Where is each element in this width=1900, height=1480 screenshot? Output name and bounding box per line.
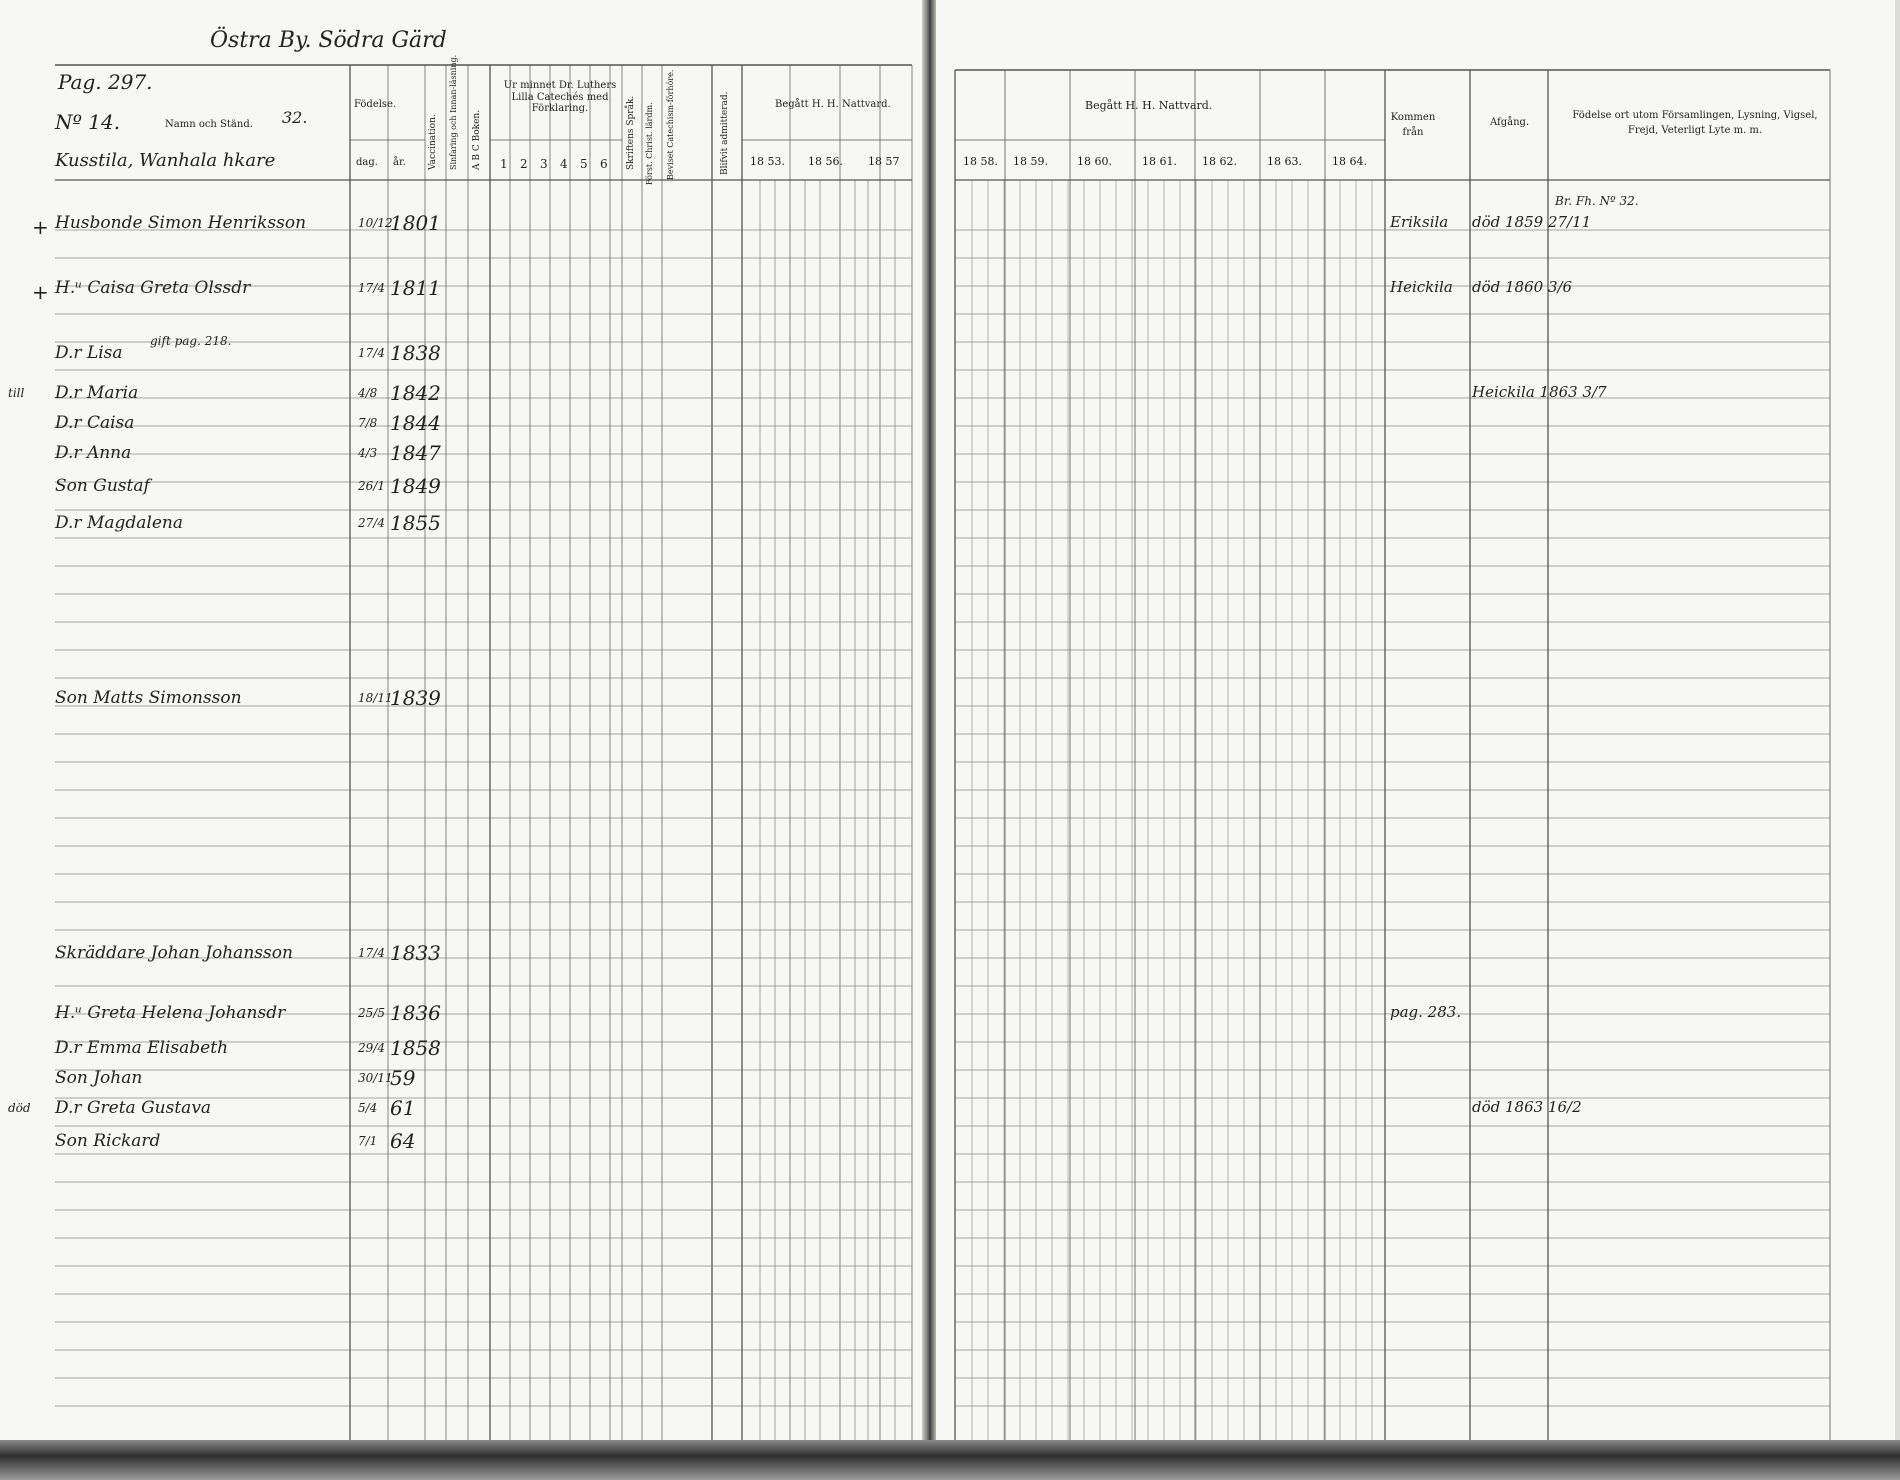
birth-year: 1858 — [390, 1036, 441, 1060]
year-header: 18 61. — [1142, 155, 1177, 168]
skriftens-header: Skriftens Språk. — [626, 95, 636, 170]
birth-year: 1811 — [390, 276, 441, 300]
forst-header: Först. Christ. lärdm. — [645, 102, 654, 185]
year-header: 18 53. — [750, 155, 785, 168]
person-name: Son Rickard — [55, 1131, 161, 1151]
person-name: H.ᵘ Caisa Greta Olssdr — [55, 278, 251, 298]
person-name: Skräddare Johan Johansson — [55, 943, 293, 963]
catechism-number: 4 — [560, 157, 568, 171]
page-number: Pag. 297. — [58, 70, 153, 94]
year-header: 18 64. — [1332, 155, 1367, 168]
year-header: 18 57 — [868, 155, 900, 168]
catechism-number: 5 — [580, 157, 588, 171]
birth-year: 1839 — [390, 686, 441, 710]
fodelse-ort-header: Födelse ort utom Församlingen, Lysning, Vigsel, Frejd, Veterligt Lyte m. m. — [1572, 110, 1818, 136]
nattvard-left-header: Begått H. H. Nattvard. — [775, 99, 891, 110]
kommen-header: Kommen från — [1390, 112, 1436, 138]
catechism-number: 1 — [500, 157, 508, 171]
birth-year: 59 — [390, 1066, 416, 1090]
birth-day: 17/4 — [358, 281, 385, 295]
person-name: Son Johan — [55, 1068, 143, 1088]
namn-och-stand-header: Namn och Ständ. — [165, 119, 253, 130]
birth-day: 4/8 — [358, 386, 378, 400]
person-name: Son Matts Simonsson — [55, 688, 242, 708]
household-name: Kusstila, Wanhala hkare — [55, 150, 276, 171]
nattvard-right-header: Begått H. H. Nattvard. — [1085, 99, 1213, 112]
birth-day: 4/3 — [358, 446, 378, 460]
birth-day: 26/1 — [358, 479, 385, 493]
row-mark: + — [32, 280, 49, 304]
abc-header: A B C Boken. — [472, 109, 482, 170]
birth-day: 29/4 — [358, 1041, 385, 1055]
birth-day: 30/11 — [358, 1071, 393, 1085]
year-header: 18 62. — [1202, 155, 1237, 168]
person-name: D.r Anna — [55, 443, 132, 463]
birth-day: 7/8 — [358, 416, 378, 430]
birth-year: 1844 — [390, 411, 441, 435]
household-ref: 32. — [282, 108, 308, 127]
blifvit-header: Blifvit admitterad. — [720, 91, 730, 175]
person-name: D.r Emma Elisabeth — [55, 1038, 229, 1058]
birth-year: 1847 — [390, 441, 441, 465]
household-number: Nº 14. — [55, 110, 121, 134]
person-name: Son Gustaf — [55, 476, 150, 496]
afgang-entry: död 1863 16/2 — [1472, 1098, 1582, 1116]
row-mark: + — [32, 215, 49, 239]
afgang-entry: död 1859 27/11 — [1472, 213, 1592, 231]
birth-year: 1836 — [390, 1001, 441, 1025]
ur-minnet-header: Ur minnet Dr. Luthers Lilla Catechés med Förklaring. — [503, 80, 617, 114]
kommen-fran: Eriksila — [1390, 213, 1449, 231]
fodelse-header: Födelse. — [354, 99, 397, 110]
birth-day: 18/11 — [358, 691, 393, 705]
row-mark: död — [8, 1101, 31, 1115]
catechism-number: 6 — [600, 157, 608, 171]
vaccination-header: Vaccination. — [428, 114, 438, 170]
birth-year: 1833 — [390, 941, 441, 965]
person-name: H.ᵘ Greta Helena Johansdr — [55, 1003, 286, 1023]
afgang-header: Afgång. — [1490, 117, 1530, 128]
person-name: D.r Maria — [55, 383, 139, 403]
person-name: D.r Lisa — [55, 343, 123, 363]
catechism-number: 2 — [520, 157, 528, 171]
birth-day: 27/4 — [358, 516, 385, 530]
person-name: Husbonde Simon Henriksson — [55, 213, 307, 233]
row-note: Br. Fh. Nº 32. — [1555, 194, 1639, 208]
ar-header: år. — [393, 157, 406, 168]
catechism-number: 3 — [540, 157, 548, 171]
birth-year: 1838 — [390, 341, 441, 365]
year-header: 18 60. — [1077, 155, 1112, 168]
afgang-entry: Heickila 1863 3/7 — [1472, 383, 1607, 401]
year-header: 18 58. — [963, 155, 998, 168]
birth-year: 1849 — [390, 474, 441, 498]
row-note: gift pag. 218. — [150, 334, 232, 348]
birth-year: 1855 — [390, 511, 441, 535]
row-mark: till — [8, 386, 25, 400]
kommen-fran: Heickila — [1390, 278, 1453, 296]
person-name: D.r Greta Gustava — [55, 1098, 212, 1118]
birth-year: 1842 — [390, 381, 441, 405]
kommen-fran: pag. 283. — [1390, 1003, 1462, 1021]
year-header: 18 63. — [1267, 155, 1302, 168]
birth-day: 7/1 — [358, 1134, 378, 1148]
year-header: 18 56. — [808, 155, 843, 168]
afgang-entry: död 1860 3/6 — [1472, 278, 1573, 296]
person-name: D.r Caisa — [55, 413, 135, 433]
year-header: 18 59. — [1013, 155, 1048, 168]
person-name: D.r Magdalena — [55, 513, 183, 533]
dag-header: dag. — [356, 157, 378, 168]
birth-day: 17/4 — [358, 346, 385, 360]
sinfaring-header: Sinfaring och Innan-läsning. — [449, 54, 458, 170]
beviset-header: Beviset Catechism-förhöre. — [666, 69, 675, 180]
birth-day: 17/4 — [358, 946, 385, 960]
birth-year: 64 — [390, 1129, 416, 1153]
page-title: Östra By. Södra Gärd — [210, 28, 447, 53]
birth-day: 25/5 — [358, 1006, 385, 1020]
birth-day: 10/12 — [358, 216, 393, 230]
birth-year: 1801 — [390, 211, 441, 235]
birth-day: 5/4 — [358, 1101, 378, 1115]
birth-year: 61 — [390, 1096, 416, 1120]
